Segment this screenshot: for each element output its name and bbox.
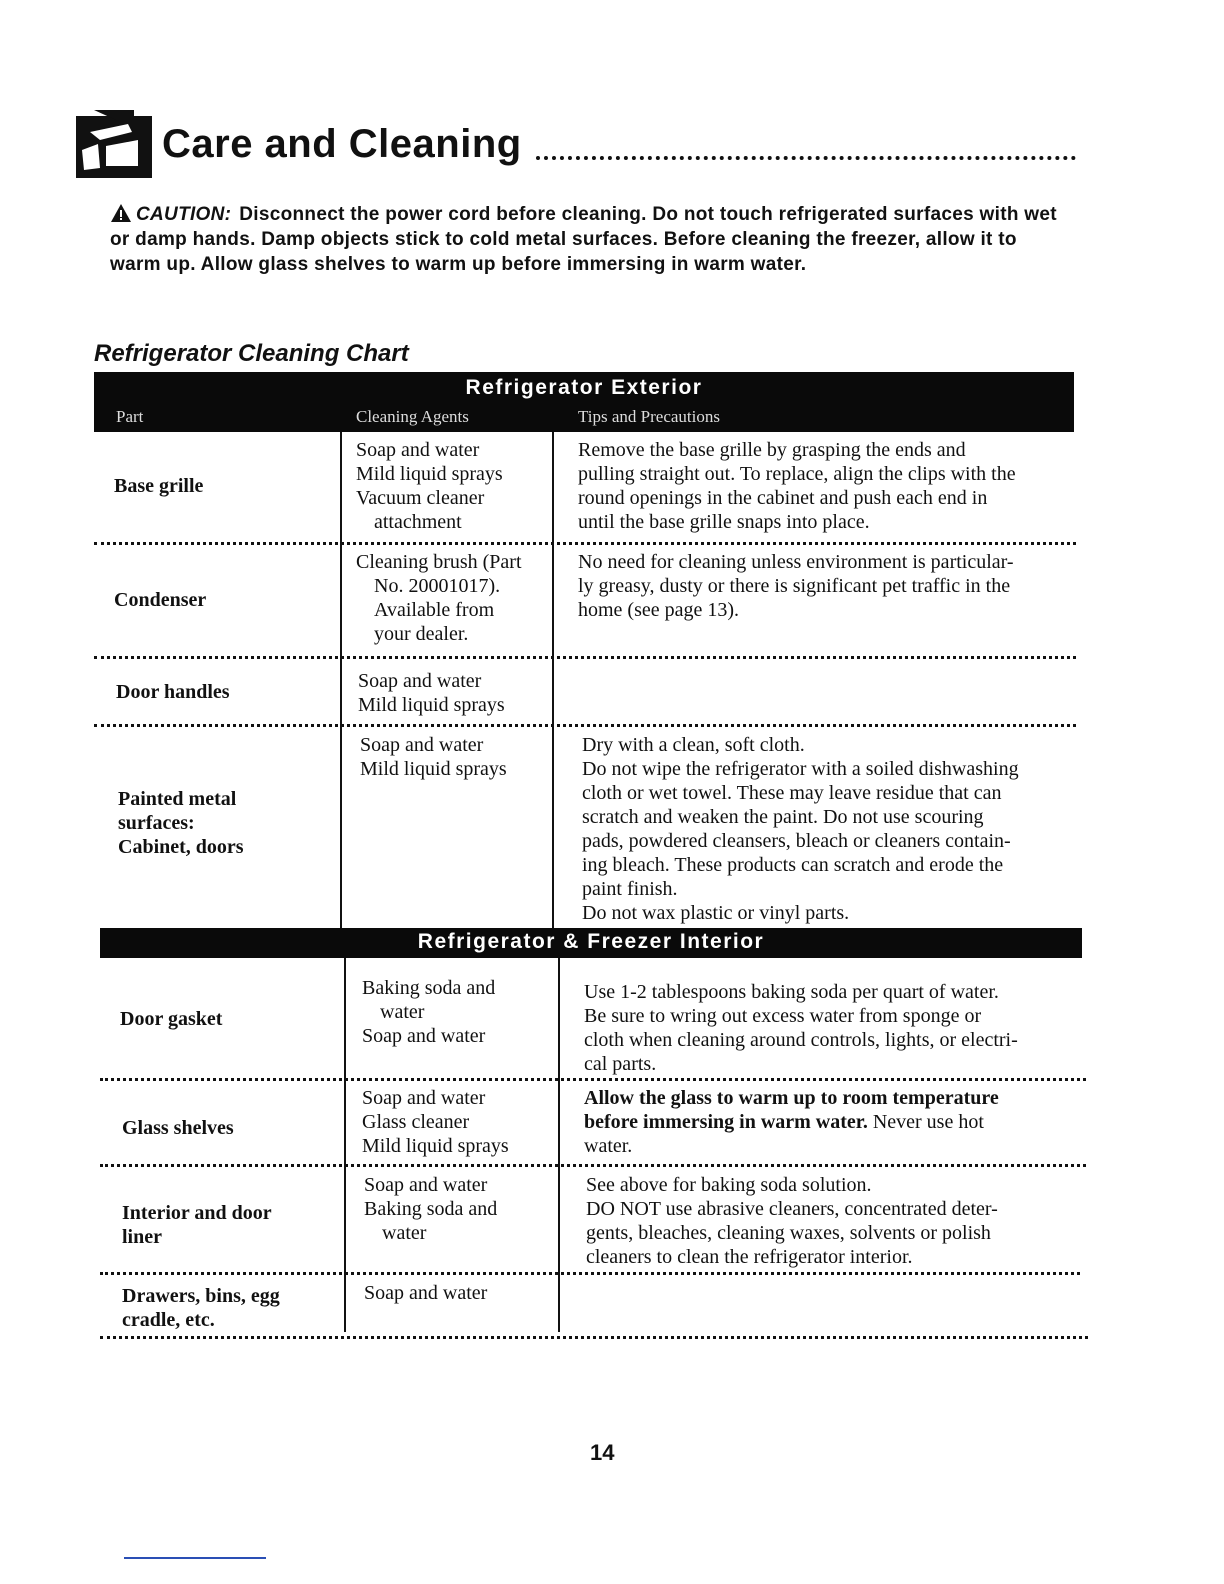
agents-door-handles: Soap and water Mild liquid sprays — [358, 670, 505, 716]
page-title: Care and Cleaning — [162, 122, 522, 166]
interior-header-band — [100, 928, 1082, 958]
caution-notice — [110, 202, 1060, 277]
title-leader-dots — [536, 156, 1076, 160]
agents-painted-metal: Soap and water Mild liquid sprays — [360, 734, 507, 780]
page-number: 14 — [590, 1440, 615, 1465]
tips-glass-shelves: Allow the glass to warm up to room temperature before immersing in warm water. Never use hot water. — [584, 1087, 999, 1157]
chart-title: Refrigerator Cleaning Chart — [94, 340, 409, 367]
column-divider — [344, 958, 346, 1332]
tips-condenser: No need for cleaning unless environment is particular- ly greasy, dusty or there is significant pet traffic in the home (see page 13). — [578, 551, 1014, 621]
row-separator — [100, 1164, 1086, 1167]
agents-condenser: Cleaning brush (Part No. 20001017). Available from your dealer. — [356, 551, 522, 645]
exterior-heading: Refrigerator Exterior — [465, 376, 703, 399]
page-header — [76, 100, 1076, 180]
agents-glass-shelves: Soap and water Glass cleaner Mild liquid sprays — [362, 1087, 509, 1157]
part-painted-metal: Painted metal surfaces: Cabinet, doors — [118, 788, 244, 858]
agents-drawers-bins: Soap and water — [364, 1282, 488, 1304]
care-cleaning-icon — [76, 106, 152, 178]
column-header-part: Part — [116, 407, 144, 426]
agents-door-gasket: Baking soda and water Soap and water — [362, 977, 496, 1047]
column-divider — [558, 958, 560, 1332]
tips-door-gasket: Use 1-2 tablespoons baking soda per quart of water. Be sure to wring out excess water from sponge or cloth when cleaning around controls, lights, or electri- cal parts. — [584, 981, 1018, 1075]
interior-heading: Refrigerator & Freezer Interior — [417, 930, 765, 953]
caution-text: Disconnect the power cord before cleaning. Do not touch refrigerated surfaces with wet or damp hands. Damp objects stick to cold metal surfaces. Before cleaning the freezer, allow it to warm up. Allow glass shelves to warm up before immersing in warm water. — [110, 204, 1057, 275]
column-header-agents: Cleaning Agents — [356, 407, 469, 426]
part-base-grille: Base grille — [114, 475, 204, 497]
column-header-tips: Tips and Precautions — [578, 407, 720, 426]
part-door-handles: Door handles — [116, 681, 230, 703]
tips-base-grille: Remove the base grille by grasping the ends and pulling straight out. To replace, align the clips with the round openings in the cabinet and push each end in until the base grille snaps into place. — [578, 439, 1016, 533]
tips-interior-door-liner: See above for baking soda solution. DO NOT use abrasive cleaners, concentrated deter- gents, bleaches, cleaning waxes, solvents or polish cleaners to clean the refrigerator interior. — [586, 1174, 998, 1268]
chart-bottom-rule — [100, 1336, 1088, 1339]
row-separator — [94, 656, 1076, 659]
part-condenser: Condenser — [114, 589, 207, 611]
row-separator — [100, 1272, 1080, 1275]
warning-triangle-icon — [110, 203, 132, 223]
row-separator — [100, 1078, 1086, 1081]
tips-painted-metal: Dry with a clean, soft cloth. Do not wipe the refrigerator with a soiled dishwashing cloth or wet towel. These may leave residue that can scratch and weaken the paint. Do not use scouring pads, powdered cleansers, bleach or cleaners contain- ing bleach. These products can scratch and erode the paint finish. Do not wax plastic or vinyl parts. — [582, 734, 1019, 924]
part-drawers-bins: Drawers, bins, egg cradle, etc. — [122, 1285, 280, 1331]
part-interior-door-liner: Interior and door liner — [122, 1202, 272, 1248]
caution-label: CAUTION: — [136, 204, 232, 225]
agents-base-grille: Soap and water Mild liquid sprays Vacuum cleaner attachment — [356, 439, 503, 533]
exterior-header-band — [94, 372, 1074, 432]
agents-interior-door-liner: Soap and water Baking soda and water — [364, 1174, 498, 1244]
column-divider — [340, 432, 342, 928]
part-door-gasket: Door gasket — [120, 1008, 223, 1030]
column-divider — [552, 432, 554, 928]
part-glass-shelves: Glass shelves — [122, 1117, 234, 1139]
footer-rule — [124, 1557, 266, 1559]
row-separator — [94, 542, 1076, 545]
row-separator — [94, 724, 1076, 727]
